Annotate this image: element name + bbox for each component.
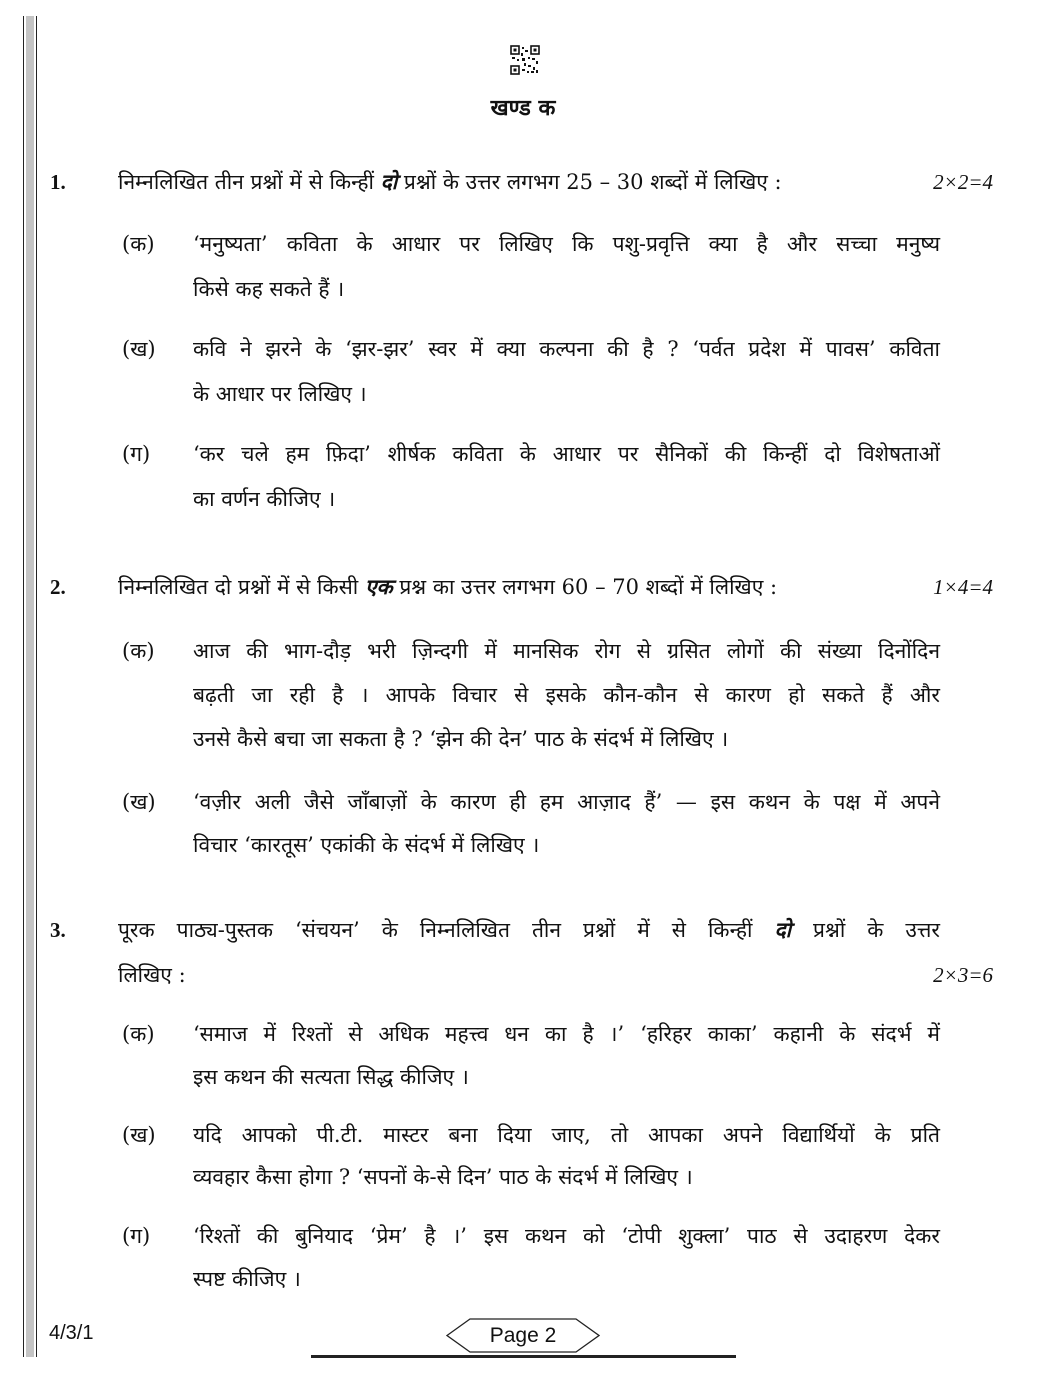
paper-code: 4/3/1 <box>49 1322 94 1344</box>
marks-label: 2×2=4 <box>933 170 993 194</box>
subquestion-text: ‘कर चले हम फ़िदा’ शीर्षक कविता के आधार पर सैनिकों की किन्हीं दो विशेषताओं <box>193 442 940 466</box>
subquestion-text: ‘रिश्तों की बुनियाद ‘प्रेम’ है ।’ इस कथन को ‘टोपी शुक्ला’ पाठ से उदाहरण देकर <box>193 1224 940 1248</box>
border-band <box>26 16 34 1357</box>
subquestion-text: यदि आपको पी.टी. मास्टर बना दिया जाए, तो आपका अपने विद्यार्थियों के प्रति <box>193 1123 940 1147</box>
subquestion-label: (ग) <box>122 1224 151 1248</box>
subquestion-label: (ग) <box>122 442 151 466</box>
subquestion-text: ‘मनुष्यता’ कविता के आधार पर लिखिए कि पशु-प्रवृत्ति क्या है और सच्चा मनुष्य <box>193 232 940 256</box>
subquestion-text: का वर्णन कीजिए । <box>193 487 336 511</box>
subquestion-text: ‘समाज में रिश्तों से अधिक महत्त्व धन का है ।’ ‘हरिहर काका’ कहानी के संदर्भ में <box>193 1022 940 1046</box>
emphasis-text: एक <box>364 574 393 599</box>
subquestion-text: विचार ‘कारतूस’ एकांकी के संदर्भ में लिखिए । <box>193 833 540 857</box>
instruction-text: प्रश्न का उत्तर लगभग 60 – 70 शब्दों में लिखिए : <box>392 575 778 599</box>
question-instruction <box>118 572 777 602</box>
border-line-inner <box>36 16 37 1357</box>
marks-label: 2×3=6 <box>933 963 993 987</box>
emphasis-text: दो <box>380 169 398 194</box>
question-number: 2. <box>50 575 66 599</box>
subquestion-label: (क) <box>122 1022 155 1046</box>
subquestion-text: बढ़ती जा रही है । आपके विचार से इसके कौन-कौन से कारण हो सकते हैं और <box>193 683 940 707</box>
subquestion-text: उनसे कैसे बचा जा सकता है ? ‘झेन की देन’ पाठ के संदर्भ में लिखिए । <box>193 727 729 751</box>
border-line-outer <box>23 16 24 1357</box>
question-number: 3. <box>50 918 66 942</box>
subquestion-text: व्यवहार कैसा होगा ? ‘सपनों के-से दिन’ पाठ के संदर्भ में लिखिए । <box>193 1165 693 1189</box>
instruction-text: निम्नलिखित तीन प्रश्नों में से किन्हीं <box>118 170 381 194</box>
instruction-text: प्रश्नों के उत्तर <box>791 918 941 942</box>
subquestion-text: के आधार पर लिखिए । <box>193 382 367 406</box>
emphasis-text: दो <box>774 917 792 942</box>
instruction-text: प्रश्नों के उत्तर लगभग 25 – 30 शब्दों में लिखिए : <box>397 170 782 194</box>
subquestion-text: ‘वज़ीर अली जैसे जाँबाज़ों के कारण ही हम आज़ाद हैं’ — इस कथन के पक्ष में अपने <box>193 790 940 814</box>
footer-rule <box>311 1355 736 1358</box>
subquestion-text: किसे कह सकते हैं । <box>193 277 345 301</box>
page-label: Page 2 <box>489 1324 557 1347</box>
subquestion-text: स्पष्ट कीजिए । <box>193 1267 301 1291</box>
question-instruction <box>118 167 782 197</box>
subquestion-text: इस कथन की सत्यता सिद्ध कीजिए । <box>193 1065 469 1089</box>
subquestion-label: (ख) <box>122 1123 156 1147</box>
section-title: खण्ड क <box>490 95 556 121</box>
subquestion-text: आज की भाग-दौड़ भरी ज़िन्दगी में मानसिक रोग से ग्रसित लोगों की संख्या दिनोंदिन <box>193 639 940 663</box>
subquestion-label: (क) <box>122 639 155 663</box>
subquestion-text: कवि ने झरने के ‘झर-झर’ स्वर में क्या कल्पना की है ? ‘पर्वत प्रदेश में पावस’ कविता <box>193 337 940 361</box>
question-instruction-continued: लिखिए : <box>118 963 186 987</box>
marks-label: 1×4=4 <box>933 575 993 599</box>
question-number: 1. <box>50 170 66 194</box>
page-number-badge <box>446 1318 600 1353</box>
instruction-text: निम्नलिखित दो प्रश्नों में से किसी <box>118 575 365 599</box>
instruction-text: पूरक पाठ्य-पुस्तक ‘संचयन’ के निम्नलिखित तीन प्रश्नों में से किन्हीं <box>118 918 775 942</box>
subquestion-label: (ख) <box>122 337 156 361</box>
subquestion-label: (क) <box>122 232 155 256</box>
subquestion-label: (ख) <box>122 790 156 814</box>
left-margin-border <box>23 16 37 1357</box>
question-instruction <box>118 915 940 945</box>
qr-code-icon <box>510 45 540 75</box>
